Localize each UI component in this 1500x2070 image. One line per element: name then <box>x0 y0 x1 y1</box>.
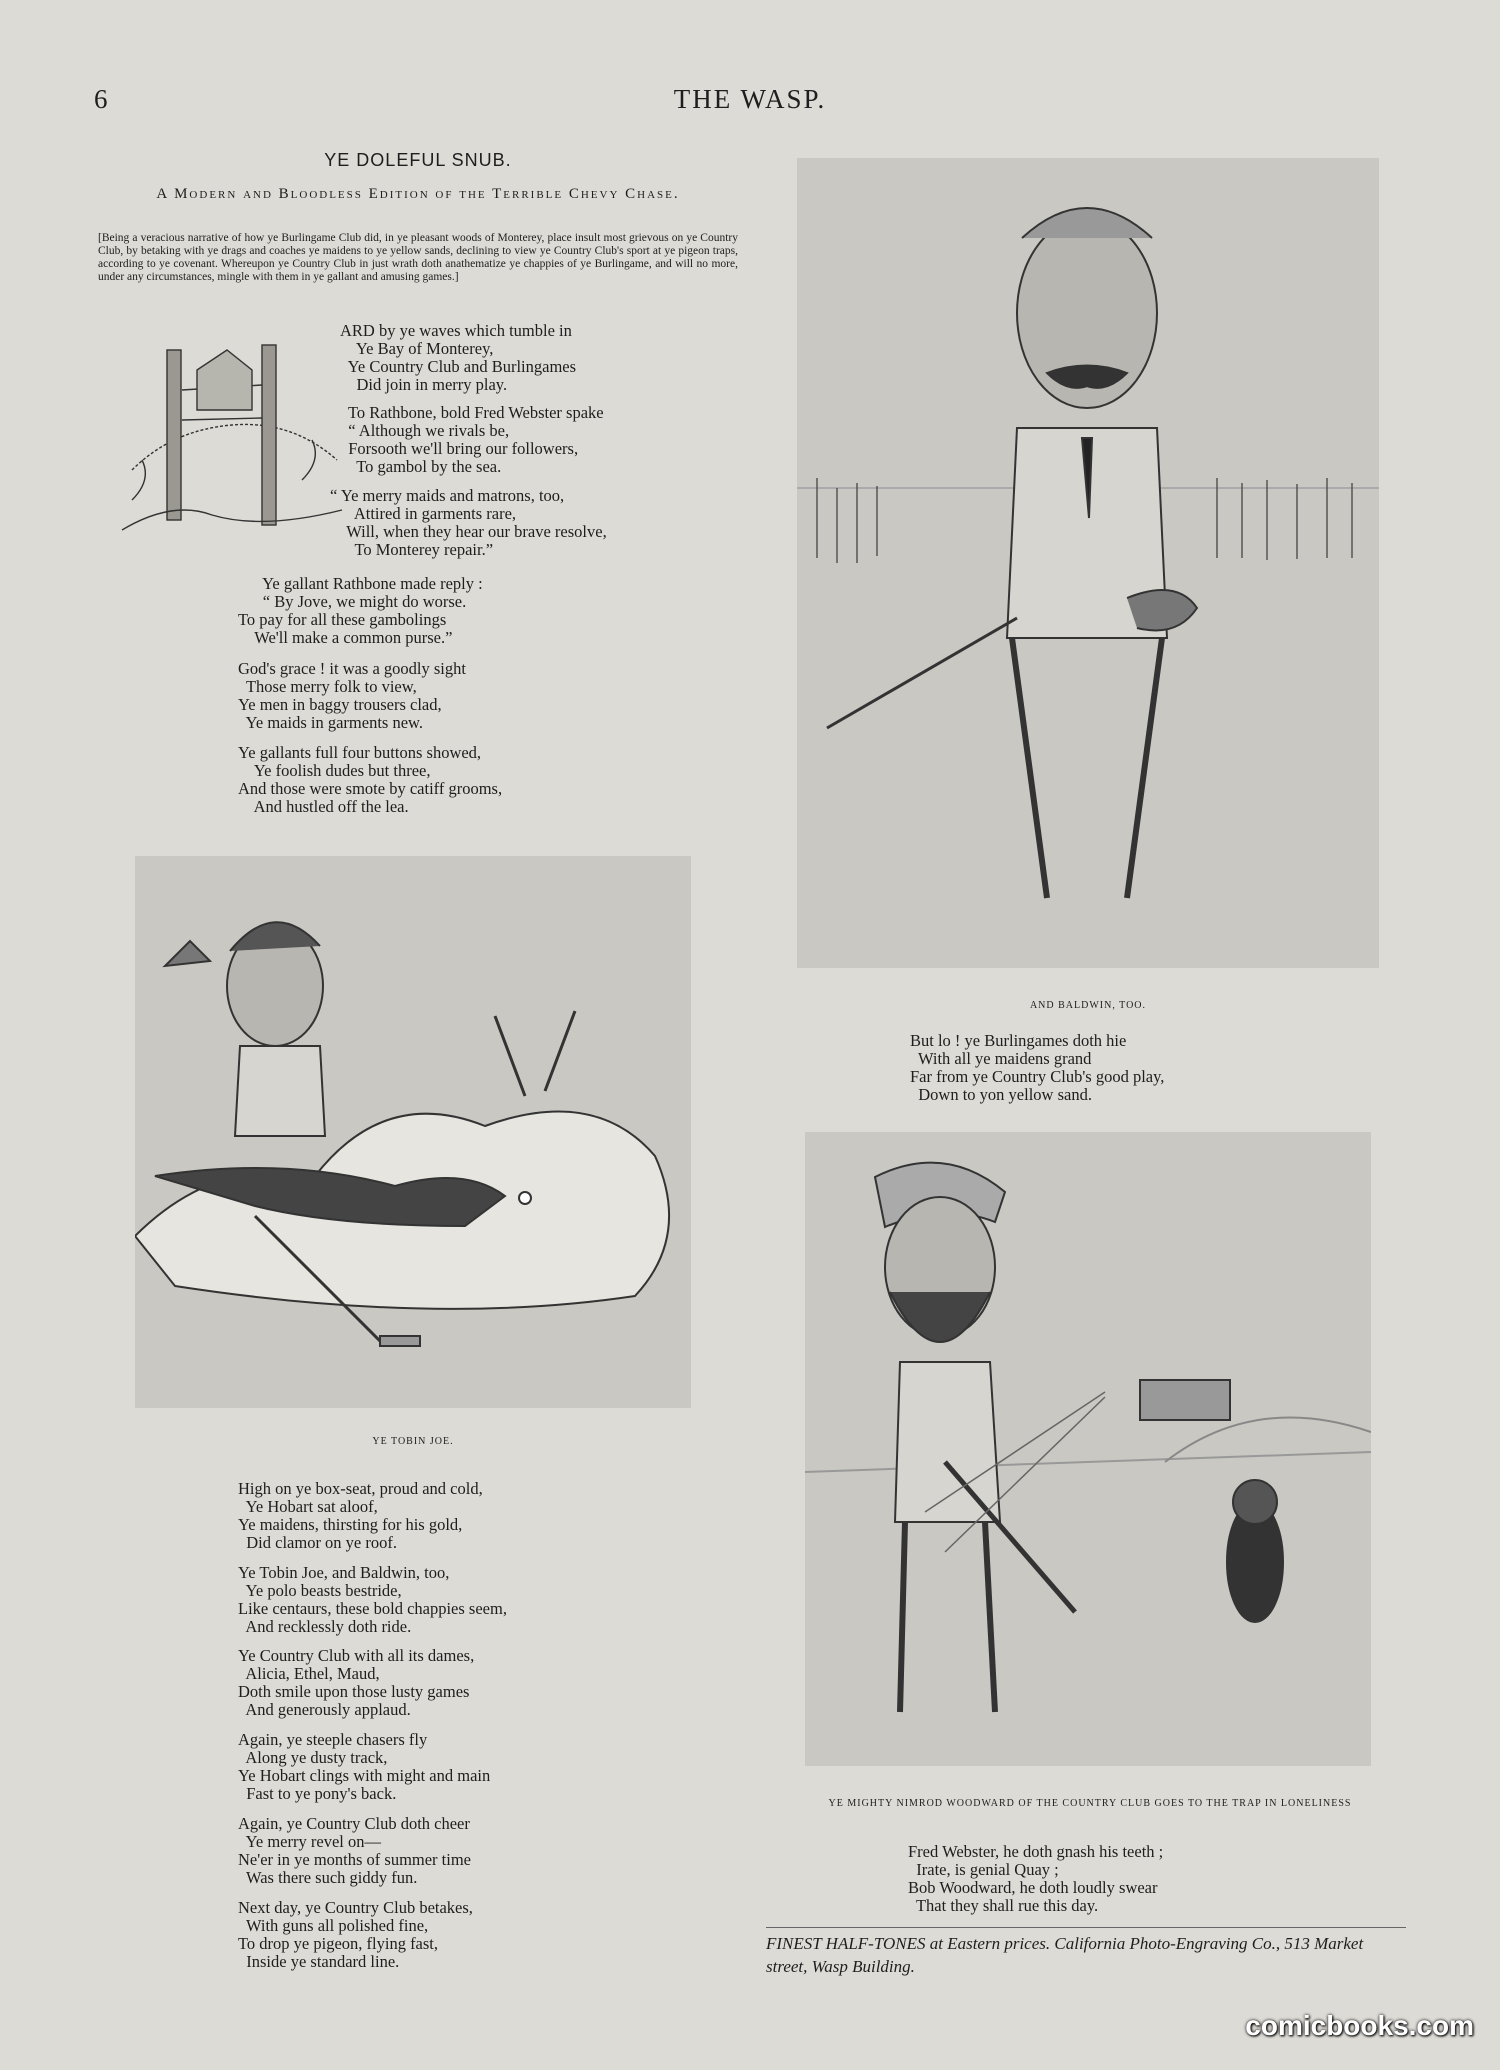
stanza-1: ARD by ye waves which tumble in Ye Bay of Monterey, Ye Country Club and Burlingames Did join in merry play. <box>340 321 577 394</box>
advertisement-rule <box>766 1927 1406 1928</box>
caption-baldwin: AND BALDWIN, TOO. <box>1029 1000 1147 1011</box>
stanza-right-bottom: Fred Webster, he doth gnash his teeth ; Irate, is genial Quay ; Bob Woodward, he doth loudly swear That they shall rue this day. <box>908 1842 1164 1915</box>
masthead: THE WASP. <box>673 84 827 114</box>
stanza-7: High on ye box-seat, proud and cold, Ye Hobart sat aloof, Ye maidens, thirsting for his gold, Did clamor on ye roof. <box>238 1479 483 1552</box>
stanza-5: God's grace ! it was a goodly sight Those merry folk to view, Ye men in baggy trousers clad, Ye maids in garments new. <box>238 659 466 732</box>
page-number: 6 <box>94 84 108 114</box>
stanza-12: Next day, ye Country Club betakes, With guns all polished fine, To drop ye pigeon, flying fast, Inside ye standard line. <box>238 1898 473 1971</box>
article-subtitle: A Modern and Bloodless Edition of the Terrible Chevy Chase. <box>156 186 680 202</box>
stanza-4: Ye gallant Rathbone made reply : “ By Jove, we might do worse. To pay for all these gambolings We'll make a common purse.” <box>238 574 483 647</box>
stanza-11: Again, ye Country Club doth cheer Ye merry revel on— Ne'er in ye months of summer time Was there such giddy fun. <box>238 1814 472 1887</box>
tobin-joe-caricature-illustration <box>135 856 691 1408</box>
caption-woodward: YE MIGHTY NIMROD WOODWARD OF THE COUNTRY CLUB GOES TO THE TRAP IN LONELINESS <box>828 1798 1352 1809</box>
caption-tobin: YE TOBIN JOE. <box>372 1436 454 1447</box>
baldwin-caricature-illustration <box>797 158 1379 968</box>
article-preface: [Being a veracious narrative of how ye Burlingame Club did, in ye pleasant woods of Monterey, place insult most grievous on ye Country Club, by betaking with ye drags and coaches ye maidens to ye yellow sands, declining to view ye Country Club's sport at ye pigeon traps, according to ye covenant. Whereupon ye Country Club in just wrath doth anathematize ye chappies of ye Burlingame, and will no more, under any circumstances, mingle with them in ye gallant and amusing games.] <box>98 232 738 283</box>
advertisement: FINEST HALF-TONES at Eastern prices. California Photo-Engraving Co., 513 Market street, Wasp Building. <box>766 1934 1364 1976</box>
stanza-10: Again, ye steeple chasers fly Along ye dusty track, Ye Hobart clings with might and main Fast to ye pony's back. <box>238 1730 491 1803</box>
gate-vignette-illustration <box>112 330 347 545</box>
stanza-right-middle: But lo ! ye Burlingames doth hie With all ye maidens grand Far from ye Country Club's good play, Down to yon yellow sand. <box>910 1031 1165 1104</box>
woodward-caricature-illustration <box>805 1132 1371 1766</box>
stanza-9: Ye Country Club with all its dames, Alicia, Ethel, Maud, Doth smile upon those lusty games And generously applaud. <box>238 1646 475 1719</box>
article-title: YE DOLEFUL SNUB. <box>324 150 512 170</box>
stanza-3: “ Ye merry maids and matrons, too, Attired in garments rare, Will, when they hear our brave resolve, To Monterey repair.” <box>330 486 607 559</box>
stanza-6: Ye gallants full four buttons showed, Ye foolish dudes but three, And those were smote by catiff grooms, And hustled off the lea. <box>238 743 503 816</box>
stanza-8: Ye Tobin Joe, and Baldwin, too, Ye polo beasts bestride, Like centaurs, these bold chappies seem, And recklessly doth ride. <box>238 1563 507 1636</box>
stanza-2: To Rathbone, bold Fred Webster spake “ Although we rivals be, Forsooth we'll bring our followers, To gambol by the sea. <box>347 403 604 476</box>
watermark-logo: comicbooks.com <box>1245 2010 1474 2041</box>
